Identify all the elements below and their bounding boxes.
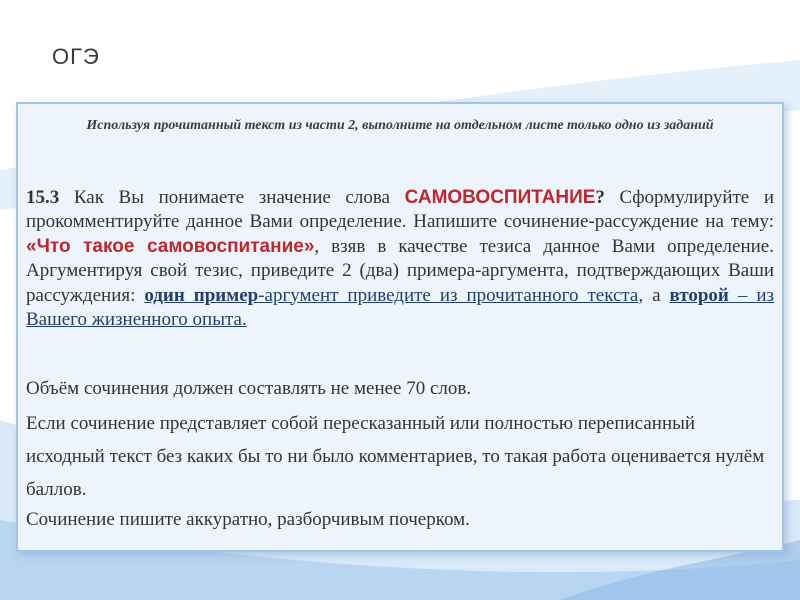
conjunction-text: , а: [638, 284, 670, 306]
task-instructions: Сформулируйте и прокомментируйте данное Вами определение. Напишите сочинение-рассуждение на тему:: [26, 187, 774, 233]
word-count-requirement: Объём сочинения должен составлять не менее 70 слов.: [26, 378, 472, 399]
question-mark: ?: [595, 187, 605, 208]
task-number: 15.3: [26, 187, 60, 208]
instruction-text: Используя прочитанный текст из части 2, выполните на отдельном листе только одно из заданий: [86, 118, 714, 133]
handwriting-rule: Сочинение пишите аккуратно, разборчивым почерком.: [26, 509, 470, 530]
second-example-label: второй: [669, 284, 729, 306]
task-content-box: [16, 102, 784, 552]
essay-topic: «Что такое самовоспитание»: [26, 235, 315, 257]
task-instructions-cont: , взяв в качестве тезиса данное Вами определение. Аргументируя свой тезис, приведите 2 (два) примера-аргумента, подтверждающих Ваши рассуждения:: [26, 235, 774, 306]
task-question: Как Вы понимаете значение слова: [59, 187, 405, 208]
first-example-label: один пример: [144, 284, 259, 306]
first-example-rest: -аргумент приведите из прочитанного текста: [258, 284, 639, 306]
task-15-3: [26, 186, 774, 332]
slide-title: ОГЭ: [52, 44, 100, 69]
keyword-highlight: САМОВОСПИТАНИЕ: [404, 187, 596, 208]
second-example-rest: – из Вашего жизненного опыта.: [26, 284, 774, 331]
retelling-rule: Если сочинение представляет собой пересказанный или полностью переписанный исходный текст без каких бы то ни было комментариев, то такая работа оценивается нулём баллов.: [26, 413, 765, 500]
